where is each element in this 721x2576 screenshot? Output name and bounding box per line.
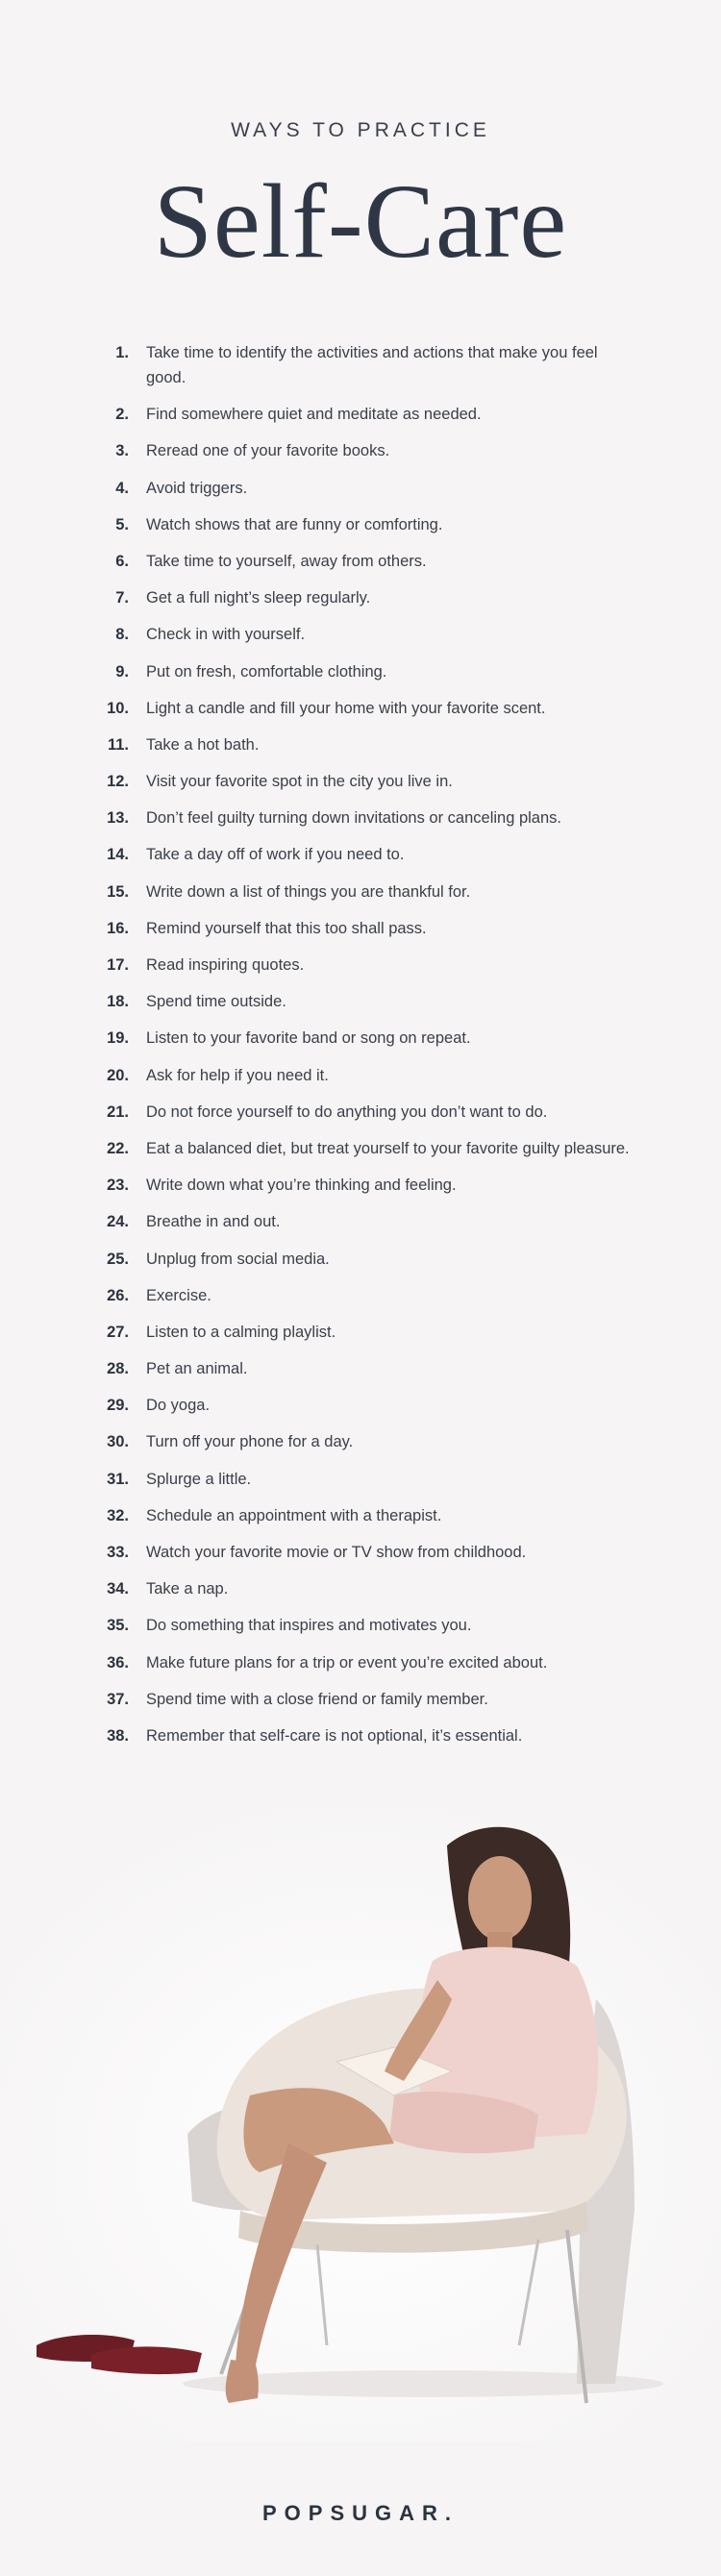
list-item-number: 34. [107,1580,129,1598]
list-item-number: 25. [107,1250,129,1268]
list-item [92,1063,631,1088]
list-item-text: Eat a balanced diet, but treat yourself to your favorite guilty pleasure. [146,1139,630,1157]
list-item-number: 36. [107,1653,129,1672]
list-item-number: 6. [115,552,129,570]
list-item [92,989,631,1014]
list-item-number: 2. [115,406,129,424]
list-item [92,1136,631,1161]
list-item [92,438,631,463]
list-item-number: 13. [107,809,129,828]
list-item-number: 3. [115,442,129,460]
list-item-text: Take a day off of work if you need to. [146,846,405,864]
list-item-number: 37. [107,1690,129,1708]
list-item [92,1209,631,1234]
list-item-number: 19. [107,1029,129,1048]
list-item-text: Listen to a calming playlist. [146,1323,336,1341]
list-item-text: Unplug from social media. [146,1250,330,1268]
list-item [92,1320,631,1345]
self-care-list [92,340,631,1760]
list-item [92,732,631,757]
list-item [92,1467,631,1492]
list-item [92,1503,631,1528]
list-item [92,805,631,830]
list-item-text: Reread one of your favorite books. [146,442,390,460]
list-item-text: Write down a list of things you are thankful for. [146,882,471,901]
page-kicker: WAYS TO PRACTICE [231,119,490,141]
list-item-text: Find somewhere quiet and meditate as needed. [146,406,482,424]
list-item-number: 33. [107,1544,129,1561]
list-item-text: Check in with yourself. [146,626,306,644]
list-item [92,476,631,501]
list-item-text: Write down what you’re thinking and feeling. [146,1177,457,1195]
brand-logo: POPSUGAR. [261,2501,460,2525]
page-title: Self-Care [153,162,568,280]
list-item [92,769,631,794]
list-item-number: 8. [115,626,129,644]
list-item-text: Watch your favorite movie or TV show from childhood. [146,1544,527,1561]
list-item-text: Remind yourself that this too shall pass. [146,919,427,937]
list-item-text: Take a nap. [146,1580,229,1598]
list-item [92,696,631,721]
list-item-number: 22. [107,1139,129,1157]
list-item [92,1687,631,1712]
list-item [92,842,631,867]
list-item-text: Remember that self-care is not optional, it’s essential. [146,1726,523,1745]
list-item [92,1026,631,1051]
list-item-text: Make future plans for a trip or event you’re excited about. [146,1653,548,1672]
list-item-text: Ask for help if you need it. [146,1066,329,1084]
list-item [92,1247,631,1272]
list-item-number: 12. [107,773,129,791]
list-item-number: 15. [107,882,129,901]
list-item [92,879,631,904]
list-item-text: Schedule an appointment with a therapist. [146,1506,442,1524]
list-item-text: Light a candle and fill your home with your favorite scent. [146,699,546,717]
list-item-text: Watch shows that are funny or comforting. [146,515,443,533]
list-item [92,402,631,427]
list-item [92,1356,631,1381]
list-item [92,916,631,941]
list-item [92,1540,631,1565]
list-item [92,953,631,978]
list-item-number: 4. [115,479,129,497]
list-item [92,1723,631,1748]
list-item-text: Turn off your phone for a day. [146,1433,354,1451]
list-item-number: 29. [107,1397,129,1415]
list-item [92,585,631,610]
list-item-number: 16. [107,919,129,937]
woman-reading-in-chair-illustration [0,1807,721,2441]
list-item-text: Exercise. [146,1286,211,1304]
list-item-text: Take time to yourself, away from others. [146,552,427,570]
list-item [92,340,631,390]
list-item-number: 21. [107,1102,129,1121]
list-item-text: Get a full night’s sleep regularly. [146,589,371,607]
list-item-text: Put on fresh, comfortable clothing. [146,662,387,681]
list-item [92,659,631,684]
list-item [92,622,631,647]
list-item [92,1393,631,1418]
list-item [92,1576,631,1601]
list-item-number: 9. [115,662,129,681]
list-item-number: 11. [107,735,129,754]
list-item-number: 10. [107,699,129,717]
list-item-text: Take time to identify the activities and actions that make you feel good. [146,344,598,386]
list-item-number: 5. [115,515,129,533]
list-item-number: 17. [107,956,129,974]
list-item-number: 35. [107,1617,129,1635]
list-item-text: Do yoga. [146,1397,211,1415]
list-item-number: 28. [107,1360,129,1378]
list-item [92,1173,631,1198]
list-item-number: 31. [107,1470,129,1488]
list-item [92,1650,631,1675]
list-item-number: 27. [107,1323,129,1341]
list-item-number: 23. [107,1177,129,1195]
list-item-text: Breathe in and out. [146,1213,281,1231]
list-item-number: 1. [115,344,129,361]
list-item [92,512,631,537]
list-item [92,1100,631,1125]
list-item-text: Do not force yourself to do anything you don’t want to do. [146,1102,548,1121]
list-item-text: Visit your favorite spot in the city you live in. [146,773,453,791]
list-item-number: 18. [107,993,129,1011]
list-item-text: Spend time with a close friend or family member. [146,1690,488,1708]
list-item-number: 26. [107,1286,129,1304]
list-item-number: 14. [107,846,129,864]
list-item-number: 7. [115,589,129,607]
list-item-text: Do something that inspires and motivates you. [146,1617,472,1635]
list-item-text: Splurge a little. [146,1470,252,1488]
list-item-text: Avoid triggers. [146,479,248,497]
list-item-text: Take a hot bath. [146,735,260,754]
list-item-number: 24. [107,1213,129,1231]
list-item-text: Spend time outside. [146,993,286,1011]
list-item-number: 20. [107,1066,129,1084]
list-item [92,549,631,574]
list-item-text: Read inspiring quotes. [146,956,305,974]
list-item-number: 30. [107,1433,129,1451]
list-item [92,1283,631,1308]
list-item-number: 38. [107,1726,129,1745]
list-item-text: Listen to your favorite band or song on repeat. [146,1029,471,1048]
list-item [92,1429,631,1454]
list-item-number: 32. [107,1506,129,1524]
list-item-text: Pet an animal. [146,1360,248,1378]
list-item [92,1613,631,1638]
list-item-text: Don’t feel guilty turning down invitations or canceling plans. [146,809,561,828]
